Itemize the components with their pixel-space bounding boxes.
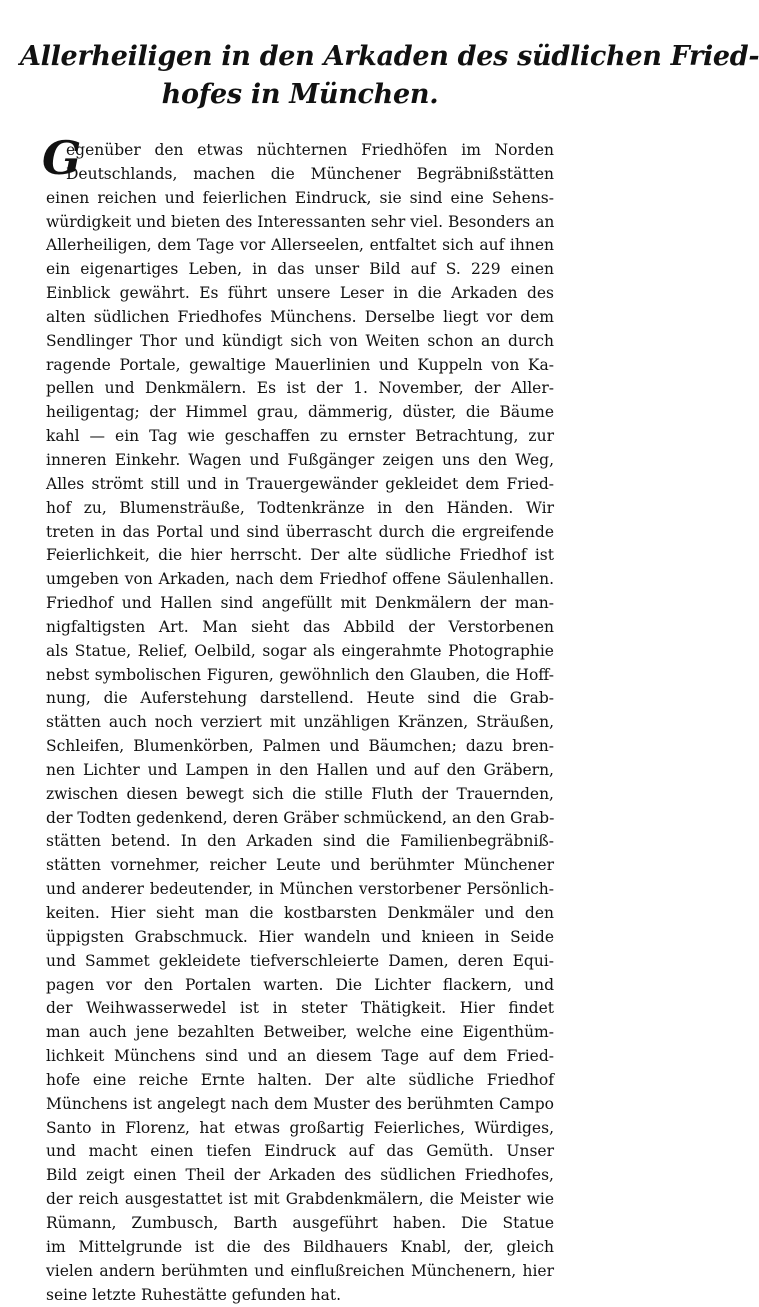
title-line-1: Allerheiligen in den Arkaden des südlichen Fried- — [20, 38, 580, 76]
body-line: Münchens ist angelegt nach dem Muster des berühmten Campo — [46, 1093, 554, 1117]
body-line: alten südlichen Friedhofes Münchens. Derselbe liegt vor dem — [46, 306, 554, 330]
body-line: hof zu, Blumensträuße, Todtenkränze in den Händen. Wir — [46, 497, 554, 521]
title-line-2: hofes in München. — [20, 76, 580, 114]
body-line: lichkeit Münchens sind und an diesem Tage auf dem Fried- — [46, 1045, 554, 1069]
body-line: hofe eine reiche Ernte halten. Der alte südliche Friedhof — [46, 1069, 554, 1093]
body-line: ein eigenartiges Leben, in das unser Bild auf S. 229 einen — [46, 258, 554, 282]
body-line: nebst symbolischen Figuren, gewöhnlich den Glauben, die Hoff- — [46, 664, 554, 688]
body-line: und anderer bedeutender, in München verstorbener Persönlich- — [46, 878, 554, 902]
body-line: Schleifen, Blumenkörben, Palmen und Bäumchen; dazu bren- — [46, 735, 554, 759]
body-line: der reich ausgestattet ist mit Grabdenkmälern, die Meister wie — [46, 1188, 554, 1212]
body-line: im Mittelgrunde ist die des Bildhauers Knabl, der, gleich — [46, 1236, 554, 1260]
article-body — [46, 139, 554, 1307]
body-line: der Todten gedenkend, deren Gräber schmückend, an den Grab- — [46, 807, 554, 831]
body-line: pagen vor den Portalen warten. Die Lichter flackern, und — [46, 974, 554, 998]
body-line: stätten vornehmer, reicher Leute und berühmter Münchener — [46, 854, 554, 878]
body-line: treten in das Portal und sind überrascht durch die ergreifende — [46, 521, 554, 545]
body-line: Bild zeigt einen Theil der Arkaden des südlichen Friedhofes, — [46, 1164, 554, 1188]
body-line: Feierlichkeit, die hier herrscht. Der alte südliche Friedhof ist — [46, 544, 554, 568]
body-line: heiligentag; der Himmel grau, dämmerig, düster, die Bäume — [46, 401, 554, 425]
body-line: man auch jene bezahlten Betweiber, welche eine Eigenthüm- — [46, 1021, 554, 1045]
body-line: inneren Einkehr. Wagen und Fußgänger zeigen uns den Weg, — [46, 449, 554, 473]
body-line: seine letzte Ruhestätte gefunden hat. — [46, 1284, 554, 1307]
body-line: Sendlinger Thor und kündigt sich von Weiten schon an durch — [46, 330, 554, 354]
body-line: würdigkeit und bieten des Interessanten sehr viel. Besonders an — [46, 211, 554, 235]
body-line: umgeben von Arkaden, nach dem Friedhof offene Säulenhallen. — [46, 568, 554, 592]
body-line: Friedhof und Hallen sind angefüllt mit Denkmälern der man- — [46, 592, 554, 616]
body-line: kahl — ein Tag wie geschaffen zu ernster Betrachtung, zur — [46, 425, 554, 449]
body-line: Rümann, Zumbusch, Barth ausgeführt haben. Die Statue — [46, 1212, 554, 1236]
article-title — [20, 38, 580, 114]
body-line: keiten. Hier sieht man die kostbarsten Denkmäler und den — [46, 902, 554, 926]
body-line: einen reichen und feierlichen Eindruck, sie sind eine Sehens- — [46, 187, 554, 211]
body-line: nigfaltigsten Art. Man sieht das Abbild der Verstorbenen — [46, 616, 554, 640]
body-line: üppigsten Grabschmuck. Hier wandeln und knieen in Seide — [46, 926, 554, 950]
body-line: Deutschlands, machen die Münchener Begräbnißstätten — [46, 163, 554, 187]
body-line: Alles strömt still und in Trauergewänder gekleidet dem Fried- — [46, 473, 554, 497]
body-line: Einblick gewährt. Es führt unsere Leser in die Arkaden des — [46, 282, 554, 306]
body-line: Santo in Florenz, hat etwas großartig Feierliches, Würdiges, — [46, 1117, 554, 1141]
body-line: und Sammet gekleidete tiefverschleierte Damen, deren Equi- — [46, 950, 554, 974]
body-line: Allerheiligen, dem Tage vor Allerseelen, entfaltet sich auf ihnen — [46, 234, 554, 258]
body-line: stätten betend. In den Arkaden sind die Familienbegräbniß- — [46, 830, 554, 854]
body-line: egenüber den etwas nüchternen Friedhöfen im Norden — [46, 139, 554, 163]
body-line: der Weihwasserwedel ist in steter Thätigkeit. Hier findet — [46, 997, 554, 1021]
body-line: nen Lichter und Lampen in den Hallen und auf den Gräbern, — [46, 759, 554, 783]
body-line: zwischen diesen bewegt sich die stille Fluth der Trauernden, — [46, 783, 554, 807]
body-line: nung, die Auferstehung darstellend. Heute sind die Grab- — [46, 687, 554, 711]
drop-cap: G — [42, 133, 81, 183]
body-line: als Statue, Relief, Oelbild, sogar als eingerahmte Photographie — [46, 640, 554, 664]
body-line: stätten auch noch verziert mit unzähligen Kränzen, Sträußen, — [46, 711, 554, 735]
body-line: und macht einen tiefen Eindruck auf das Gemüth. Unser — [46, 1140, 554, 1164]
body-line: ragende Portale, gewaltige Mauerlinien und Kuppeln von Ka- — [46, 354, 554, 378]
body-line: pellen und Denkmälern. Es ist der 1. November, der Aller- — [46, 377, 554, 401]
body-line: vielen andern berühmten und einflußreichen Münchenern, hier — [46, 1260, 554, 1284]
